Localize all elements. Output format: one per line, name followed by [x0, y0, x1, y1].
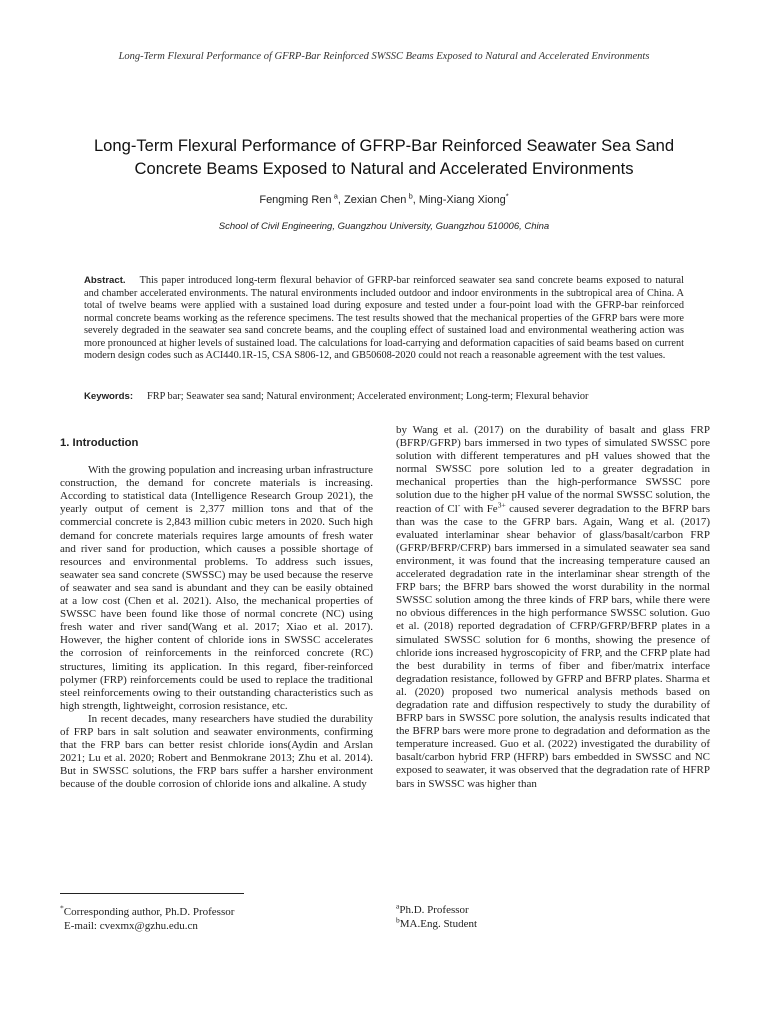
keywords: [84, 391, 684, 402]
intro-paragraph-2: In recent decades, many researchers have studied the durability of FRP bars in salt solution and seawater environments, confirming that the FRP bars can better resist chloride ions(Aydin and Arslan 2021; Lu et al. 2020; Robert and Benmokrane 2013; Zhu et al. 2014). But in SWSSC solutions, the FRP bars suffer a harsher environment because of the double corrosion of chloride ions and alkaline. A study: [60, 712, 373, 791]
chloride-charge: -: [457, 499, 461, 509]
intro-paragraph-continued: [396, 424, 710, 791]
author-list: Fengming Ren $^a$, Zexian Chen $^b$, Ming-Xiang Xiong*: [259, 191, 509, 206]
footnote-text: MA.Eng. Student: [399, 918, 478, 930]
footnote-mark: b: [396, 915, 400, 925]
text-run: with Fe: [460, 502, 498, 515]
right-column: [396, 424, 710, 791]
keywords-label: Keywords:: [84, 391, 134, 402]
text-run: caused severer degradation to the BFRP bars than was the case to the GFRP bars. Again, Wang et al. (2017) evaluated interlaminar shear behavior of glass/basalt/carbon FRP (GFRP/BFRP/CFRP) bars immersed in a simulated seawater sea sand environment, it was found that the increasing temperature caused an accelerated degradation rate in the interlaminar shear strength of the FRP bars; the BFRP bars showed the worst durability in the normal SWSSC solution among the three kinds of FRP bars, while there were no obvious differences in the high performance SWSSC solution. Guo et al. (2018) reported degradation of CFRP/GFRP/BFRP plates in a simulated SWSSC solution for 6 months, showing the presence of chloride ions increased hygroscopicity of FRP, and the CFRP plate had the best durability in terms of fiber and fiber/matrix interface degradation resistance, followed by GFRP and BFRP plates. Sharma et al. (2020) proposed two numerical analysis methods based on degradation rate and diffusion respectively to study the durability of BFRP bars in SWSSC pore solution, the analysis results indicated that the BFRP bars were more prone to degradation and deformation as the temperature increased. Guo et al. (2022) investigated the durability of basalt/carbon hybrid FRP (HFRP) bars embedded in SWSSC and NC exposed to seawater, it was observed that the degradation rate of HFRP bars in SWSSC was higher than: [396, 502, 710, 790]
footnote-line: [396, 903, 477, 917]
running-head: Long-Term Flexural Performance of GFRP-Bar Reinforced SWSSC Beams Exposed to Natural and Accelerated Environments: [118, 51, 650, 62]
footnote-text: Ph.D. Professor: [399, 904, 469, 916]
footnote-corresponding: [60, 905, 234, 933]
footnote-authors: [396, 903, 477, 931]
intro-paragraph-1: With the growing population and increasing urban infrastructure construction, the demand for concrete materials is increasing. According to statistical data (Intelligence Research Group 2021), the yearly output of cement is 2,377 million tons and that of the commercial concrete is 2,843 million cubic meters in 2020. Such high demand for concrete materials requires large amounts of fresh water and river sand for production, which causes a possible shortage of resources and environmental problems. To address such issues, seawater sea sand concrete (SWSSC) may be used because the reserve of seawater and sea sand is abundant and they can be easily obtained at a low cost (Chen et al. 2021). Also, the mechanical properties of SWSSC have been found like those of normal concrete (NC) using fresh water and river sand(Wang et al. 2017; Xiao et al. 2017). However, the higher content of chloride ions in SWSSC accelerates the corrosion of reinforcements in the reinforced concrete (RC) structures, limiting its application. In this regard, fiber-reinforced polymer (FRP) reinforcements could be used to replace the traditional steel reinforcements owing to their outstanding characteristics such as high strength, lightweight, corrosion resistance, etc.: [60, 464, 373, 712]
author-name: Fengming Ren: [259, 194, 332, 206]
text-run: by Wang et al. (2017) on the durability of basalt and glass FRP (BFRP/GFRP) bars immersed in two types of simulated SWSSC pore solution with different temperatures and pH values showed that the normal SWSSC pore solution led to a greater degradation in mechanical properties than the high-performance SWSSC pore solution due to the higher pH value of the normal SWSSC solution, the reaction of Cl: [396, 424, 710, 515]
author-name: Ming-Xiang Xiong: [418, 194, 506, 206]
footnote-mark: a: [396, 901, 400, 911]
author-affil-mark: a: [333, 191, 338, 201]
author-affil-mark: *: [505, 191, 509, 201]
paper-title: Long-Term Flexural Performance of GFRP-Bar Reinforced Seawater Sea Sand Concrete Beams Exposed to Natural and Accelerated Environments: [93, 136, 675, 178]
author-name: Zexian Chen: [344, 194, 407, 206]
section-heading: 1. Introduction: [60, 437, 139, 449]
footnote-line: [396, 917, 477, 931]
affiliation: School of Civil Engineering, Guangzhou University, Guangzhou 510006, China: [218, 221, 550, 232]
footnote-line: [60, 905, 234, 919]
keywords-text: FRP bar; Seawater sea sand; Natural environment; Accelerated environment; Long-term; Flexural behavior: [147, 391, 589, 402]
abstract-text: This paper introduced long-term flexural behavior of GFRP-bar reinforced seawater sea sand concrete beams exposed to natural and chamber accelerated environments. The natural environments included outdoor and indoor environments in the subtropical area of China. A total of twelve beams were applied with a sustained load during exposure and tested under a four-point load with the GFRP-bar reinforced normal concrete beams working as the reference specimens. The test results showed that the mechanical properties of the GFRP bars were more severely degraded in the seawater sea sand concrete beams, and the coupling effect of sustained load and environmental weathering action was more pronounced at higher levels of sustained load. The calculations for load-carrying and deformation capacities of said beams based on current modern design codes such as ACI440.1R-15, CSA S806-12, and GB50608-2020 could not reach a reasonable agreement with the test values.: [84, 275, 684, 361]
left-column: [60, 433, 373, 791]
footnote-mark: *: [60, 903, 64, 913]
author-affil-mark: b: [408, 191, 413, 201]
footnote-email: E-mail: cvexmx@gzhu.edu.cn: [64, 920, 198, 932]
abstract: [84, 275, 684, 363]
abstract-label: Abstract.: [84, 275, 126, 286]
footnote-text: Corresponding author, Ph.D. Professor: [63, 906, 235, 918]
iron-charge: 3+: [497, 499, 506, 509]
footnote-divider: [60, 893, 244, 894]
